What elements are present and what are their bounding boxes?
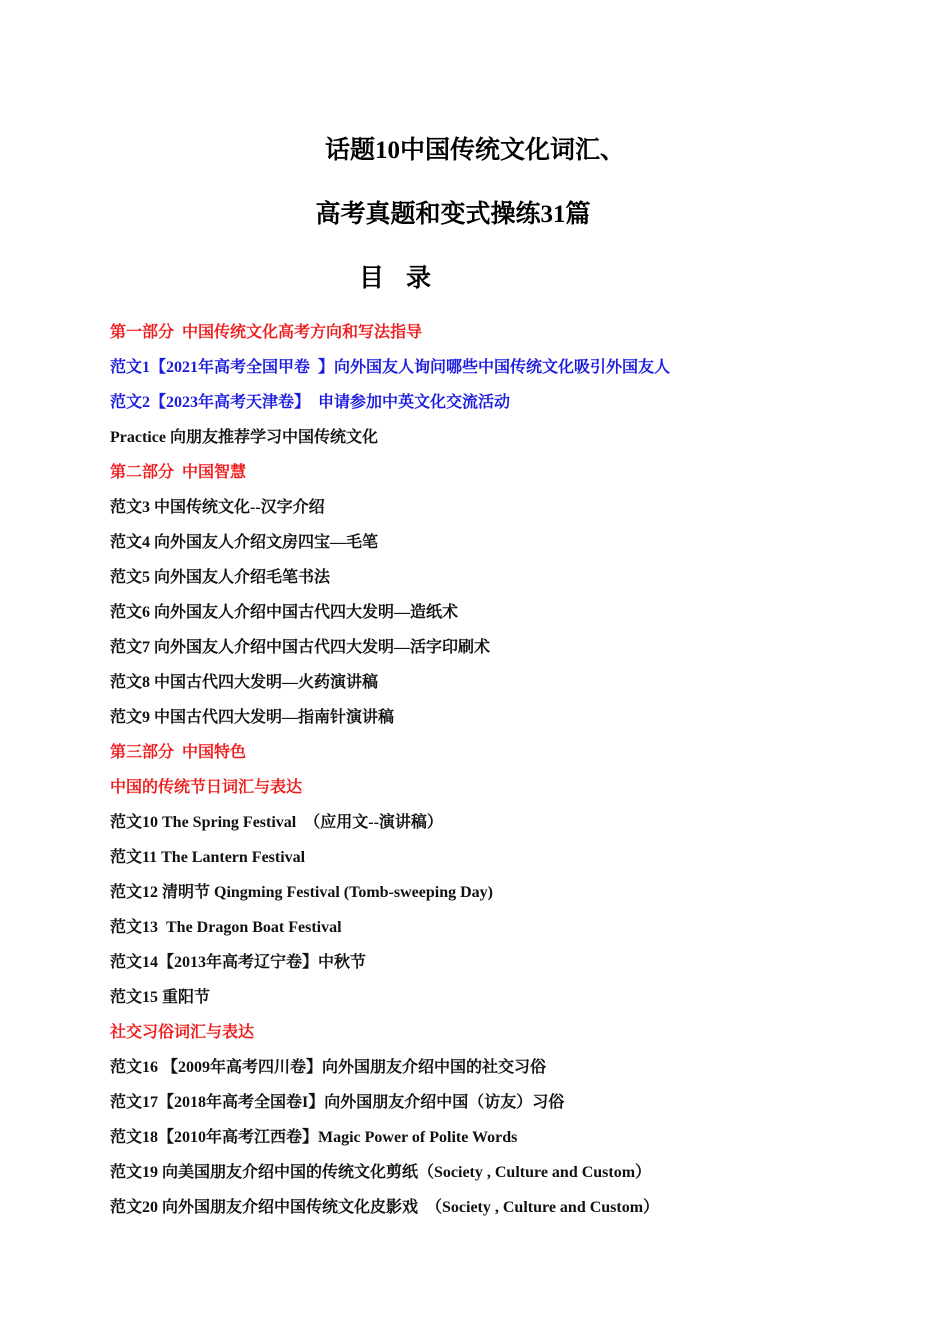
toc-entry-13[interactable]: 范文13 The Dragon Boat Festival bbox=[110, 919, 342, 936]
toc-entry-9[interactable]: 范文9 中国古代四大发明—指南针演讲稿 bbox=[110, 709, 395, 726]
toc-entry-6[interactable]: 范文6 向外国友人介绍中国古代四大发明—造纸术 bbox=[110, 604, 459, 621]
toc-entry-8[interactable]: 范文8 中国古代四大发明—火药演讲稿 bbox=[110, 674, 379, 691]
toc-section-3[interactable]: 第三部分 中国特色 bbox=[110, 744, 247, 761]
toc-entry-12[interactable]: 范文12 清明节 Qingming Festival (Tomb-sweeping Day) bbox=[110, 884, 493, 901]
toc-entry-10[interactable]: 范文10 The Spring Festival （应用文--演讲稿） bbox=[110, 814, 443, 831]
toc-entry-15[interactable]: 范文15 重阳节 bbox=[110, 989, 211, 1006]
toc-entry-19[interactable]: 范文19 向美国朋友介绍中国的传统文化剪纸（Society , Culture and Custom） bbox=[110, 1164, 652, 1181]
toc-entry-5[interactable]: 范文5 向外国友人介绍毛笔书法 bbox=[110, 569, 331, 586]
toc-subsection-festivals[interactable]: 中国的传统节日词汇与表达 bbox=[110, 779, 303, 796]
toc-section-2[interactable]: 第二部分 中国智慧 bbox=[110, 464, 247, 481]
toc-entry-11[interactable]: 范文11 The Lantern Festival bbox=[110, 849, 306, 866]
toc-entry-17[interactable]: 范文17【2018年高考全国卷I】向外国朋友介绍中国（访友）习俗 bbox=[110, 1094, 565, 1111]
toc-entry-4[interactable]: 范文4 向外国友人介绍文房四宝—毛笔 bbox=[110, 534, 379, 551]
toc-entry-16[interactable]: 范文16 【2009年高考四川卷】向外国朋友介绍中国的社交习俗 bbox=[110, 1059, 547, 1076]
document-title-line-1: 话题10中国传统文化词汇、 bbox=[324, 137, 625, 164]
toc-section-1[interactable]: 第一部分 中国传统文化高考方向和写法指导 bbox=[110, 324, 423, 341]
toc-entry-1[interactable]: 范文1【2021年高考全国甲卷 】向外国友人询问哪些中国传统文化吸引外国友人 bbox=[110, 359, 671, 376]
document-title-line-2: 高考真题和变式操练31篇 bbox=[315, 201, 591, 228]
table-of-contents bbox=[110, 319, 910, 1229]
toc-entry-7[interactable]: 范文7 向外国友人介绍中国古代四大发明—活字印刷术 bbox=[110, 639, 491, 656]
toc-entry-18[interactable]: 范文18【2010年高考江西卷】Magic Power of Polite Words bbox=[110, 1129, 518, 1146]
toc-entry-14[interactable]: 范文14【2013年高考辽宁卷】中秋节 bbox=[110, 954, 367, 971]
toc-practice[interactable]: Practice 向朋友推荐学习中国传统文化 bbox=[110, 429, 378, 446]
toc-entry-2[interactable]: 范文2【2023年高考天津卷】 申请参加中英文化交流活动 bbox=[110, 394, 511, 411]
toc-entry-20[interactable]: 范文20 向外国朋友介绍中国传统文化皮影戏 （Society , Culture and Custom） bbox=[110, 1199, 660, 1216]
toc-entry-3[interactable]: 范文3 中国传统文化--汉字介绍 bbox=[110, 499, 325, 516]
toc-heading: 目录 bbox=[358, 265, 453, 292]
toc-subsection-social-customs[interactable]: 社交习俗词汇与表达 bbox=[110, 1024, 255, 1041]
